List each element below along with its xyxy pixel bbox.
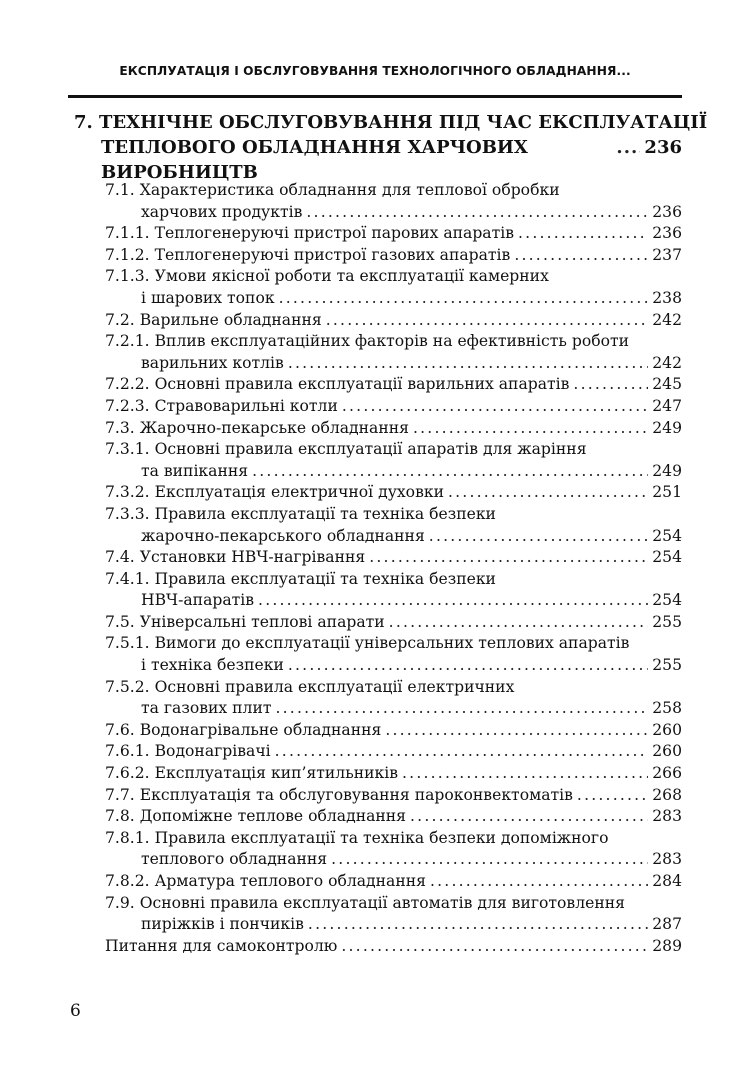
toc-entry-text: теплового обладнання (141, 850, 328, 869)
toc-entry-text: 7.4.1. Правила експлуатації та техніка безпеки (105, 569, 496, 588)
toc-entry-text: 7.2.2. Основні правила експлуатації варильних апаратів (105, 375, 570, 394)
toc-page-number: 237 (652, 245, 682, 264)
toc-entry-text: 7.3.3. Правила експлуатації та техніка безпеки (105, 504, 496, 523)
toc-entry-text: 7.6. Водонагрівальне обладнання (105, 720, 382, 739)
toc-page-number: 251 (652, 483, 682, 502)
chapter-heading (74, 110, 708, 185)
toc-page-number: 268 (652, 785, 682, 804)
chapter-title-line-1: 7. ТЕХНІЧНЕ ОБСЛУГОВУВАННЯ ПІД ЧАС ЕКСПЛУАТАЦІЇ (74, 112, 708, 133)
chapter-title-line-2 (101, 135, 682, 185)
toc-entry[interactable] (105, 741, 682, 763)
toc-entry-text: 7.8.1. Правила експлуатації та техніка безпеки допоміжного (105, 828, 609, 847)
toc-entry-line (105, 396, 682, 418)
dot-leader (288, 655, 648, 677)
toc-entry-text: і техніка безпеки (141, 656, 284, 675)
toc-page-number: 283 (652, 850, 682, 869)
toc-entry-line (105, 331, 682, 353)
toc-entry-text: 7.8. Допоміжне теплове обладнання (105, 807, 407, 826)
toc-entry-text: 7.2. Варильне обладнання (105, 310, 322, 329)
toc-entry-line (105, 547, 682, 569)
toc-entry-text: варильних котлів (141, 353, 284, 372)
toc-entry-text: 7.8.2. Арматура теплового обладнання (105, 872, 426, 890)
toc-entry[interactable] (105, 633, 682, 676)
toc-entry-text: 7.1.1. Теплогенеруючі пристрої парових апаратів (105, 224, 515, 243)
toc-entry-line (105, 849, 682, 871)
toc-page-number: 242 (652, 353, 682, 372)
toc-entry[interactable] (105, 266, 682, 309)
toc-entry-text: та газових плит (141, 699, 272, 718)
toc-entry-text: і шарових топок (141, 288, 275, 307)
toc-entry[interactable] (105, 763, 682, 785)
toc-page-number: 266 (652, 764, 682, 783)
toc-entry-text: 7.1.3. Умови якісної роботи та експлуатації камерних (105, 267, 549, 286)
toc-entry-line (105, 720, 682, 742)
chapter-title-text: ТЕПЛОВОГО ОБЛАДНАННЯ ХАРЧОВИХ ВИРОБНИЦТВ (101, 137, 528, 183)
toc-entry-line (105, 741, 682, 763)
toc-entry[interactable] (105, 806, 682, 828)
toc-entry-text: 7.6.1. Водонагрівачі (105, 742, 271, 761)
running-header: ЕКСПЛУАТАЦІЯ І ОБСЛУГОВУВАННЯ ТЕХНОЛОГІЧНОГО ОБЛАДНАННЯ... (119, 64, 631, 78)
toc-entry-line (105, 482, 682, 504)
toc-entry-line (105, 504, 682, 526)
toc-entry-text: 7.3.1. Основні правила експлуатації апаратів для жаріння (105, 440, 587, 459)
toc-page-number: 249 (652, 418, 682, 437)
toc-entry-text: Питання для самоконтролю (105, 936, 338, 955)
toc-entry-text: жарочно-пекарського обладнання (141, 526, 425, 545)
dot-leader (308, 914, 648, 936)
toc-page-number: 236 (652, 224, 682, 243)
toc-entry[interactable] (105, 418, 682, 440)
toc-page-number: 258 (652, 699, 682, 718)
toc-entry-line (105, 353, 682, 375)
toc-entry[interactable] (105, 331, 682, 374)
dot-leader (577, 785, 648, 807)
toc-entry-text: 7.3. Жарочно-пекарське обладнання (105, 418, 409, 437)
chapter-dot-leader (616, 135, 640, 157)
toc-entry-line (105, 785, 682, 807)
dot-leader (279, 288, 649, 310)
toc-entry[interactable] (105, 893, 682, 936)
toc-entry-line (105, 914, 682, 936)
dot-leader (342, 396, 648, 418)
toc-page-number: 254 (652, 548, 682, 567)
toc-entry[interactable] (105, 374, 682, 396)
toc-entry[interactable] (105, 828, 682, 871)
toc-entry-text: та випікання (141, 461, 249, 480)
toc-entry-line (105, 223, 682, 245)
toc-entry[interactable] (105, 180, 682, 223)
toc-entry[interactable] (105, 439, 682, 482)
dot-leader (389, 612, 649, 634)
dot-leader (275, 698, 648, 720)
toc-entry-line (105, 806, 682, 828)
dot-leader (430, 871, 648, 893)
toc-entry[interactable] (105, 310, 682, 332)
toc-page-number: 254 (652, 591, 682, 610)
toc-entry-line (105, 418, 682, 440)
toc-page-number: 236 (652, 202, 682, 221)
toc-page-number: 249 (652, 461, 682, 480)
toc-page-number: 255 (652, 612, 682, 631)
toc-entry-line (105, 202, 682, 224)
toc-page-number: 255 (652, 656, 682, 675)
toc-entry-text: 7.7. Експлуатація та обслуговування пароконвектоматів (105, 785, 573, 804)
dot-leader (258, 590, 648, 612)
dot-leader (573, 374, 648, 396)
toc-entry[interactable] (105, 677, 682, 720)
toc-entry[interactable] (105, 785, 682, 807)
dot-leader (326, 310, 649, 332)
dot-leader (385, 720, 648, 742)
toc-entry-text: 7.6.2. Експлуатація кип’ятильників (105, 764, 398, 783)
dot-leader (429, 526, 648, 548)
dot-leader (341, 936, 648, 958)
toc-page-number: 287 (652, 915, 682, 934)
toc-entry[interactable] (105, 936, 682, 958)
chapter-page-number: 236 (644, 137, 682, 158)
toc-entry-text: 7.5.1. Вимоги до експлуатації універсальних теплових апаратів (105, 634, 630, 653)
toc-entry[interactable] (105, 871, 682, 893)
toc-entry-text: харчових продуктів (141, 202, 303, 221)
toc-entry-line (105, 288, 682, 310)
toc-entry-text: 7.1. Характеристика обладнання для теплової обробки (105, 181, 560, 199)
dot-leader (518, 223, 648, 245)
dot-leader (410, 806, 648, 828)
toc-page-number: 254 (652, 526, 682, 545)
toc-entry-text: 7.1.2. Теплогенеруючі пристрої газових апаратів (105, 245, 511, 264)
toc-entry-text: 7.2.3. Стравоварильні котли (105, 396, 338, 415)
toc-entry[interactable] (105, 547, 682, 569)
toc-entry-line (105, 569, 682, 591)
dot-leader (252, 461, 648, 483)
toc-entry[interactable] (105, 569, 682, 612)
toc-page-number: 289 (652, 936, 682, 955)
toc-page-number: 238 (652, 288, 682, 307)
toc-entry-line (105, 526, 682, 548)
toc-entry-line (105, 677, 682, 699)
toc-entry[interactable] (105, 612, 682, 634)
toc-page-number: 260 (652, 720, 682, 739)
dot-leader (514, 245, 648, 267)
toc-page-number: 242 (652, 310, 682, 329)
toc-entry-text: 7.3.2. Експлуатація електричної духовки (105, 483, 444, 502)
toc-entry-line (105, 763, 682, 785)
dot-leader (331, 849, 648, 871)
toc-entry-line (105, 590, 682, 612)
toc-page-number: 283 (652, 807, 682, 826)
dot-leader (369, 547, 648, 569)
toc-entry-text: НВЧ-апаратів (141, 591, 255, 610)
toc-entry-line (105, 936, 682, 958)
toc-entry-line (105, 461, 682, 483)
toc-entry-text: 7.5.2. Основні правила експлуатації електричних (105, 677, 515, 696)
toc-entry[interactable] (105, 504, 682, 547)
toc-entry-text: 7.4. Установки НВЧ-нагрівання (105, 548, 366, 567)
toc-entry[interactable] (105, 396, 682, 418)
toc-entry-text: 7.2.1. Вплив експлуатаційних факторів на ефективність роботи (105, 332, 630, 351)
toc-entry[interactable] (105, 720, 682, 742)
toc-entry-text: 7.9. Основні правила експлуатації автоматів для виготовлення (105, 893, 625, 912)
toc-entry-text: пиріжків і пончиків (141, 915, 304, 934)
toc-entry-line (105, 893, 682, 915)
toc-entry-line (105, 633, 682, 655)
table-of-contents (105, 180, 682, 957)
toc-entry[interactable] (105, 245, 682, 267)
dot-leader (402, 763, 648, 785)
dot-leader (275, 741, 649, 763)
toc-entry-line (105, 828, 682, 850)
toc-entry-line (105, 698, 682, 720)
header-rule (68, 95, 682, 98)
toc-page-number: 260 (652, 742, 682, 761)
toc-entry[interactable] (105, 223, 682, 245)
toc-entry-line (105, 871, 682, 893)
dot-leader (288, 353, 648, 375)
toc-entry-line (105, 245, 682, 267)
toc-page-number: 284 (652, 872, 682, 890)
toc-entry-line (105, 439, 682, 461)
dot-leader (306, 202, 648, 224)
toc-entry[interactable] (105, 482, 682, 504)
toc-page-number: 245 (652, 375, 682, 394)
page-number: 6 (70, 1001, 81, 1021)
toc-entry-line (105, 655, 682, 677)
toc-page-number: 247 (652, 396, 682, 415)
toc-entry-line (105, 310, 682, 332)
dot-leader (413, 418, 648, 440)
toc-entry-line (105, 180, 682, 202)
toc-entry-line (105, 374, 682, 396)
dot-leader (448, 482, 648, 504)
toc-entry-text: 7.5. Універсальні теплові апарати (105, 612, 385, 631)
toc-entry-line (105, 266, 682, 288)
toc-entry-line (105, 612, 682, 634)
